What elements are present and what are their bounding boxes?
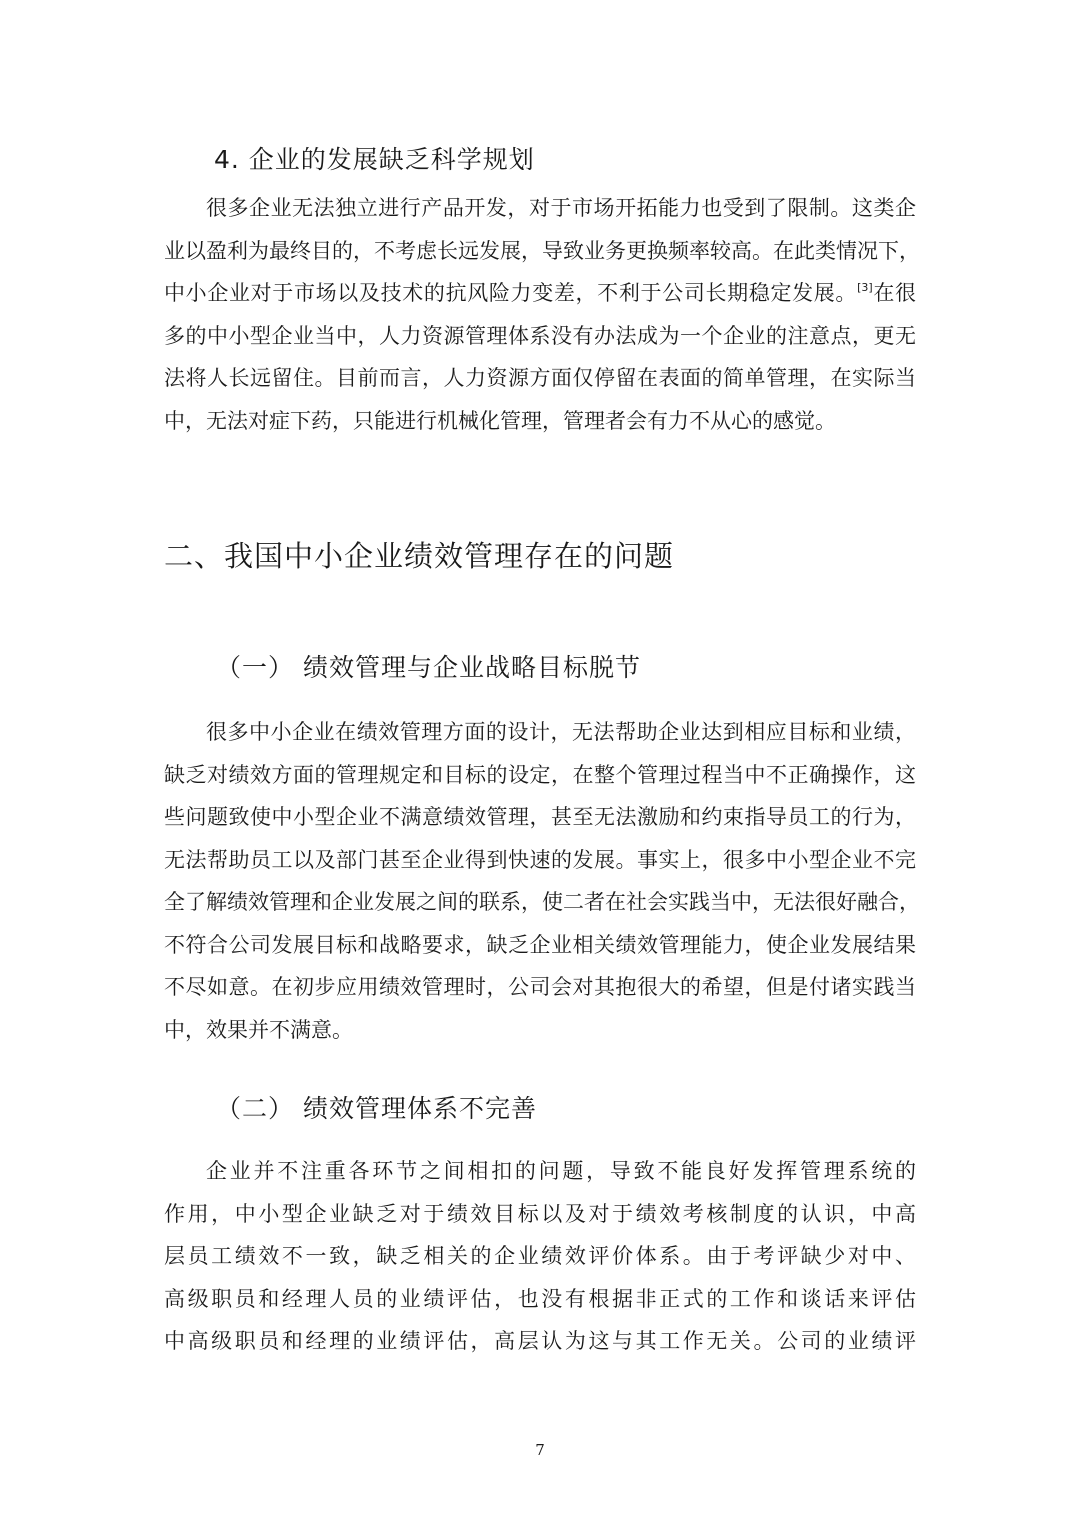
paragraph-line: 全了解绩效管理和企业发展之间的联系，使二者在社会实践当中，无法很好融合，: [164, 890, 920, 914]
section-4-heading: 4. 企业的发展缺乏科学规划: [214, 145, 535, 174]
paragraph-line: 作用，中小型企业缺乏对于绩效目标以及对于绩效考核制度的认识，中高: [164, 1201, 916, 1226]
paragraph-line: 层员工绩效不一致，缺乏相关的企业绩效评价体系。由于考评缺少对中、: [164, 1244, 916, 1268]
chapter-2-heading: 二、我国中小企业绩效管理存在的问题: [164, 539, 675, 573]
citation-marker: [3]: [857, 281, 873, 294]
paragraph-text: 在很: [872, 281, 917, 305]
page-number: 7: [535, 1441, 545, 1459]
paragraph-line: 缺乏对绩效方面的管理规定和目标的设定，在整个管理过程当中不正确操作，这: [164, 762, 916, 787]
subsection-2-heading: （二） 绩效管理体系不完善: [216, 1094, 537, 1123]
section-4-heading-block: [214, 143, 914, 177]
paragraph-line: 中，效果并不满意。: [164, 1017, 353, 1042]
paragraph-line: 企业并不注重各环节之间相扣的问题，导致不能良好发挥管理系统的: [206, 1159, 916, 1183]
paragraph-line: 很多企业无法独立进行产品开发，对于市场开拓能力也受到了限制。这类企: [206, 196, 916, 220]
paragraph-line: 很多中小企业在绩效管理方面的设计，无法帮助企业达到相应目标和业绩，: [206, 720, 916, 744]
paragraph-line: 中高级职员和经理的业绩评估，高层认为这与其工作无关。公司的业绩评: [164, 1329, 916, 1353]
subsection-1-body: [164, 711, 920, 1051]
chapter-2-heading-block: [164, 536, 916, 576]
paragraph-line: 些问题致使中小型企业不满意绩效管理，甚至无法激励和约束指导员工的行为，: [164, 805, 916, 829]
paragraph-text: 中小企业对于市场以及技术的抗风险力变差，不利于公司长期稳定发展。: [164, 281, 858, 305]
subsection-2-body: [164, 1150, 916, 1363]
subsection-1-heading: （一） 绩效管理与企业战略目标脱节: [216, 653, 641, 682]
paragraph-line: 中，无法对症下药，只能进行机械化管理，管理者会有力不从心的感觉。: [164, 408, 836, 433]
paragraph-line: 无法帮助员工以及部门甚至企业得到快速的发展。事实上，很多中小型企业不完: [164, 847, 916, 872]
paragraph-line: 不符合公司发展目标和战略要求，缺乏企业相关绩效管理能力，使企业发展结果: [164, 932, 916, 957]
paragraph-line: 不尽如意。在初步应用绩效管理时，公司会对其抱很大的希望，但是付诸实践当: [164, 975, 916, 999]
paragraph-line: 法将人长远留住。目前而言，人力资源方面仅停留在表面的简单管理，在实际当: [164, 366, 916, 390]
paragraph-line: [164, 272, 916, 315]
section-4-body: [164, 187, 920, 442]
paragraph-line: 高级职员和经理人员的业绩评估，也没有根据非正式的工作和谈话来评估: [164, 1286, 916, 1311]
subsection-2-heading-block: [216, 1092, 916, 1126]
paragraph-line: 多的中小型企业当中，人力资源管理体系没有办法成为一个企业的注意点，更无: [164, 323, 916, 348]
subsection-1-heading-block: [216, 651, 916, 685]
paragraph-line: 业以盈利为最终目的，不考虑长远发展，导致业务更换频率较高。在此类情况下，: [164, 238, 920, 263]
